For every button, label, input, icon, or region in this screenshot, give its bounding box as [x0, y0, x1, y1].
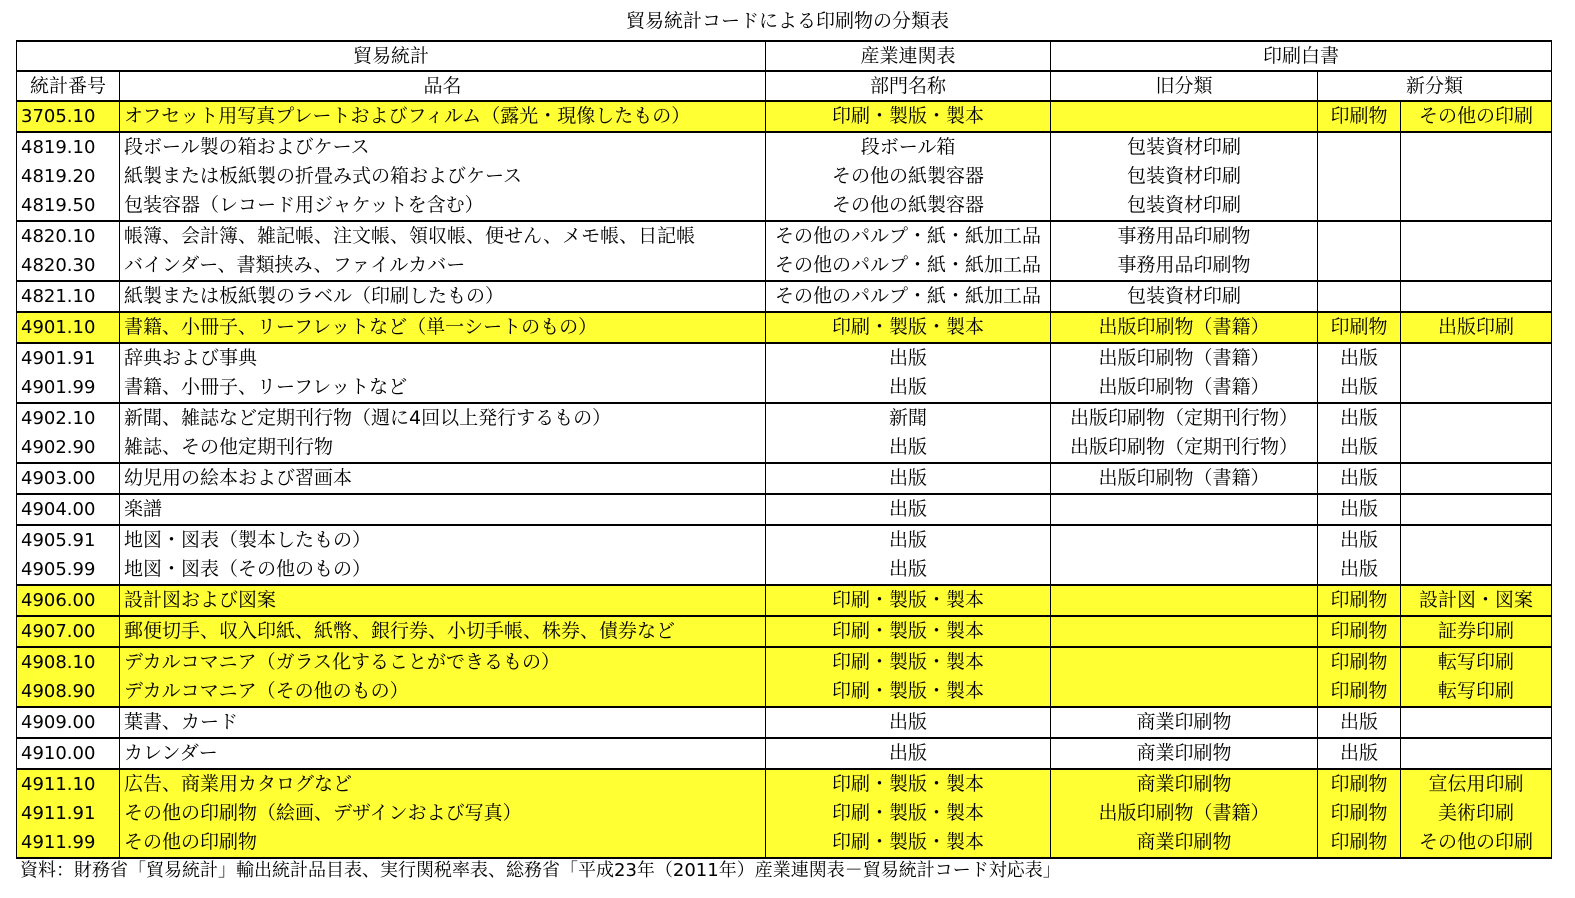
item-name-cell: 地図・図表（製本したもの） [120, 525, 766, 555]
item-name-cell: 新聞、雑誌など定期刊行物（週に4回以上発行するもの） [120, 403, 766, 433]
table-row [17, 555, 1552, 585]
old-class-cell: 商業印刷物 [1051, 769, 1318, 799]
old-class-cell: 包装資材印刷 [1051, 162, 1318, 191]
item-name-cell: 設計図および図案 [120, 585, 766, 616]
old-class-cell: 商業印刷物 [1051, 828, 1318, 858]
table-row [17, 162, 1552, 191]
table-row [17, 494, 1552, 525]
code-cell: 4901.99 [17, 373, 120, 403]
old-class-cell [1051, 525, 1318, 555]
column-header-row [17, 71, 1552, 101]
old-class-cell: 商業印刷物 [1051, 738, 1318, 769]
new-class-category-cell [1318, 251, 1401, 281]
new-class-subcategory-cell: 証券印刷 [1401, 616, 1552, 647]
new-class-subcategory-cell [1401, 162, 1552, 191]
new-class-subcategory-cell [1401, 494, 1552, 525]
old-class-cell: 包装資材印刷 [1051, 281, 1318, 312]
old-class-cell: 出版印刷物（書籍） [1051, 312, 1318, 343]
item-name-cell: 紙製または板紙製の折畳み式の箱およびケース [120, 162, 766, 191]
table-row [17, 403, 1552, 433]
old-class-cell: 出版印刷物（書籍） [1051, 343, 1318, 373]
item-name-cell: カレンダー [120, 738, 766, 769]
sector-name-cell: 印刷・製版・製本 [766, 101, 1051, 132]
code-cell: 4901.10 [17, 312, 120, 343]
sector-name-cell: 出版 [766, 373, 1051, 403]
code-cell: 4904.00 [17, 494, 120, 525]
code-cell: 4909.00 [17, 707, 120, 738]
item-name-cell: バインダー、書類挟み、ファイルカバー [120, 251, 766, 281]
new-class-subcategory-cell [1401, 525, 1552, 555]
old-class-cell: 事務用品印刷物 [1051, 221, 1318, 251]
code-cell: 4911.99 [17, 828, 120, 858]
item-name-cell: 辞典および事典 [120, 343, 766, 373]
code-cell: 4908.10 [17, 647, 120, 677]
code-cell: 4911.91 [17, 799, 120, 828]
table-row [17, 312, 1552, 343]
sector-name-cell: その他のパルプ・紙・紙加工品 [766, 281, 1051, 312]
new-class-category-cell: 印刷物 [1318, 677, 1401, 707]
old-class-cell: 包装資材印刷 [1051, 132, 1318, 162]
sector-name-cell: 段ボール箱 [766, 132, 1051, 162]
old-class-cell: 包装資材印刷 [1051, 191, 1318, 221]
item-name-cell: 帳簿、会計簿、雑記帳、注文帳、領収帳、便せん、メモ帳、日記帳 [120, 221, 766, 251]
new-class-category-cell: 出版 [1318, 525, 1401, 555]
old-class-cell [1051, 677, 1318, 707]
table-row [17, 677, 1552, 707]
table-row [17, 828, 1552, 858]
new-class-category-cell: 印刷物 [1318, 616, 1401, 647]
item-name-cell: その他の印刷物（絵画、デザインおよび写真） [120, 799, 766, 828]
sector-name-cell: 印刷・製版・製本 [766, 616, 1051, 647]
item-name-cell: 段ボール製の箱およびケース [120, 132, 766, 162]
old-class-cell: 出版印刷物（書籍） [1051, 373, 1318, 403]
header-io-table: 産業連関表 [766, 41, 1051, 71]
sector-name-cell: 新聞 [766, 403, 1051, 433]
table-row [17, 191, 1552, 221]
header-trade-statistics: 貿易統計 [17, 41, 766, 71]
new-class-category-cell: 出版 [1318, 494, 1401, 525]
new-class-category-cell: 印刷物 [1318, 585, 1401, 616]
new-class-category-cell [1318, 281, 1401, 312]
new-class-subcategory-cell [1401, 433, 1552, 463]
new-class-subcategory-cell: 転写印刷 [1401, 677, 1552, 707]
table-body [17, 101, 1552, 858]
item-name-cell: 広告、商業用カタログなど [120, 769, 766, 799]
code-cell: 4902.10 [17, 403, 120, 433]
header-printing-white-paper: 印刷白書 [1051, 41, 1552, 71]
sector-name-cell: 出版 [766, 738, 1051, 769]
new-class-subcategory-cell [1401, 343, 1552, 373]
new-class-category-cell: 出版 [1318, 403, 1401, 433]
table-row [17, 281, 1552, 312]
sector-name-cell: 印刷・製版・製本 [766, 828, 1051, 858]
table-row [17, 343, 1552, 373]
new-class-subcategory-cell [1401, 373, 1552, 403]
new-class-subcategory-cell [1401, 707, 1552, 738]
new-class-category-cell: 出版 [1318, 343, 1401, 373]
code-cell: 4819.50 [17, 191, 120, 221]
old-class-cell [1051, 101, 1318, 132]
group-header-row [17, 41, 1552, 71]
item-name-cell: 書籍、小冊子、リーフレットなど（単一シートのもの） [120, 312, 766, 343]
table-row [17, 585, 1552, 616]
old-class-cell: 事務用品印刷物 [1051, 251, 1318, 281]
old-class-cell [1051, 585, 1318, 616]
new-class-subcategory-cell [1401, 738, 1552, 769]
sector-name-cell: 印刷・製版・製本 [766, 312, 1051, 343]
table-row [17, 647, 1552, 677]
new-class-category-cell: 印刷物 [1318, 769, 1401, 799]
table-row [17, 373, 1552, 403]
table-row [17, 738, 1552, 769]
item-name-cell: 包装容器（レコード用ジャケットを含む） [120, 191, 766, 221]
new-class-category-cell: 印刷物 [1318, 647, 1401, 677]
sector-name-cell: 出版 [766, 555, 1051, 585]
new-class-category-cell [1318, 132, 1401, 162]
table-row [17, 433, 1552, 463]
new-class-category-cell: 出版 [1318, 707, 1401, 738]
old-class-cell: 出版印刷物（書籍） [1051, 463, 1318, 494]
item-name-cell: その他の印刷物 [120, 828, 766, 858]
new-class-subcategory-cell [1401, 132, 1552, 162]
old-class-cell [1051, 494, 1318, 525]
new-class-category-cell [1318, 191, 1401, 221]
new-class-category-cell: 印刷物 [1318, 312, 1401, 343]
table-row [17, 707, 1552, 738]
item-name-cell: 葉書、カード [120, 707, 766, 738]
table-row [17, 132, 1552, 162]
sector-name-cell: その他のパルプ・紙・紙加工品 [766, 221, 1051, 251]
sector-name-cell: 印刷・製版・製本 [766, 585, 1051, 616]
item-name-cell: 地図・図表（その他のもの） [120, 555, 766, 585]
new-class-subcategory-cell [1401, 555, 1552, 585]
new-class-category-cell: 出版 [1318, 373, 1401, 403]
code-cell: 3705.10 [17, 101, 120, 132]
new-class-category-cell: 出版 [1318, 555, 1401, 585]
code-cell: 4905.91 [17, 525, 120, 555]
code-cell: 4902.90 [17, 433, 120, 463]
item-name-cell: オフセット用写真プレートおよびフィルム（露光・現像したもの） [120, 101, 766, 132]
header-new-class: 新分類 [1318, 71, 1552, 101]
code-cell: 4907.00 [17, 616, 120, 647]
sector-name-cell: 印刷・製版・製本 [766, 799, 1051, 828]
item-name-cell: 紙製または板紙製のラベル（印刷したもの） [120, 281, 766, 312]
header-sector-name: 部門名称 [766, 71, 1051, 101]
new-class-subcategory-cell: 設計図・図案 [1401, 585, 1552, 616]
new-class-subcategory-cell [1401, 403, 1552, 433]
table-row [17, 769, 1552, 799]
old-class-cell [1051, 647, 1318, 677]
header-code: 統計番号 [17, 71, 120, 101]
classification-table [16, 40, 1552, 859]
code-cell: 4819.20 [17, 162, 120, 191]
new-class-subcategory-cell: その他の印刷 [1401, 828, 1552, 858]
code-cell: 4901.91 [17, 343, 120, 373]
table-row [17, 463, 1552, 494]
new-class-category-cell: 出版 [1318, 433, 1401, 463]
sector-name-cell: 出版 [766, 463, 1051, 494]
sector-name-cell: 出版 [766, 433, 1051, 463]
code-cell: 4903.00 [17, 463, 120, 494]
item-name-cell: 郵便切手、収入印紙、紙幣、銀行券、小切手帳、株券、債券など [120, 616, 766, 647]
table-row [17, 251, 1552, 281]
sector-name-cell: 出版 [766, 525, 1051, 555]
code-cell: 4910.00 [17, 738, 120, 769]
table-row [17, 616, 1552, 647]
new-class-subcategory-cell: 宣伝用印刷 [1401, 769, 1552, 799]
new-class-subcategory-cell: 美術印刷 [1401, 799, 1552, 828]
new-class-category-cell: 印刷物 [1318, 828, 1401, 858]
item-name-cell: デカルコマニア（その他のもの） [120, 677, 766, 707]
table-row [17, 221, 1552, 251]
sector-name-cell: 出版 [766, 343, 1051, 373]
new-class-subcategory-cell [1401, 463, 1552, 494]
code-cell: 4820.10 [17, 221, 120, 251]
new-class-subcategory-cell [1401, 281, 1552, 312]
item-name-cell: デカルコマニア（ガラス化することができるもの） [120, 647, 766, 677]
code-cell: 4908.90 [17, 677, 120, 707]
old-class-cell [1051, 616, 1318, 647]
new-class-category-cell: 出版 [1318, 738, 1401, 769]
old-class-cell [1051, 555, 1318, 585]
new-class-category-cell [1318, 162, 1401, 191]
sector-name-cell: その他の紙製容器 [766, 162, 1051, 191]
old-class-cell: 出版印刷物（定期刊行物） [1051, 403, 1318, 433]
table-row [17, 525, 1552, 555]
sector-name-cell: その他のパルプ・紙・紙加工品 [766, 251, 1051, 281]
new-class-category-cell: 印刷物 [1318, 101, 1401, 132]
new-class-subcategory-cell [1401, 251, 1552, 281]
sector-name-cell: 印刷・製版・製本 [766, 677, 1051, 707]
code-cell: 4911.10 [17, 769, 120, 799]
item-name-cell: 楽譜 [120, 494, 766, 525]
source-note: 資料：財務省「貿易統計」輸出統計品目表、実行関税率表、総務省「平成23年（2011年）産業連関表－貿易統計コード対応表」 [20, 860, 1061, 881]
code-cell: 4906.00 [17, 585, 120, 616]
code-cell: 4821.10 [17, 281, 120, 312]
old-class-cell: 商業印刷物 [1051, 707, 1318, 738]
new-class-subcategory-cell [1401, 221, 1552, 251]
header-item-name: 品名 [120, 71, 766, 101]
new-class-subcategory-cell: その他の印刷 [1401, 101, 1552, 132]
sector-name-cell: その他の紙製容器 [766, 191, 1051, 221]
header-old-class: 旧分類 [1051, 71, 1318, 101]
sector-name-cell: 印刷・製版・製本 [766, 769, 1051, 799]
old-class-cell: 出版印刷物（書籍） [1051, 799, 1318, 828]
table-row [17, 799, 1552, 828]
code-cell: 4905.99 [17, 555, 120, 585]
new-class-category-cell: 印刷物 [1318, 799, 1401, 828]
item-name-cell: 雑誌、その他定期刊行物 [120, 433, 766, 463]
item-name-cell: 幼児用の絵本および習画本 [120, 463, 766, 494]
new-class-category-cell: 出版 [1318, 463, 1401, 494]
sector-name-cell: 出版 [766, 707, 1051, 738]
item-name-cell: 書籍、小冊子、リーフレットなど [120, 373, 766, 403]
new-class-subcategory-cell [1401, 191, 1552, 221]
old-class-cell: 出版印刷物（定期刊行物） [1051, 433, 1318, 463]
sector-name-cell: 出版 [766, 494, 1051, 525]
table-title: 貿易統計コードによる印刷物の分類表 [625, 10, 949, 32]
table-row [17, 101, 1552, 132]
new-class-category-cell [1318, 221, 1401, 251]
code-cell: 4820.30 [17, 251, 120, 281]
sector-name-cell: 印刷・製版・製本 [766, 647, 1051, 677]
code-cell: 4819.10 [17, 132, 120, 162]
new-class-subcategory-cell: 出版印刷 [1401, 312, 1552, 343]
new-class-subcategory-cell: 転写印刷 [1401, 647, 1552, 677]
